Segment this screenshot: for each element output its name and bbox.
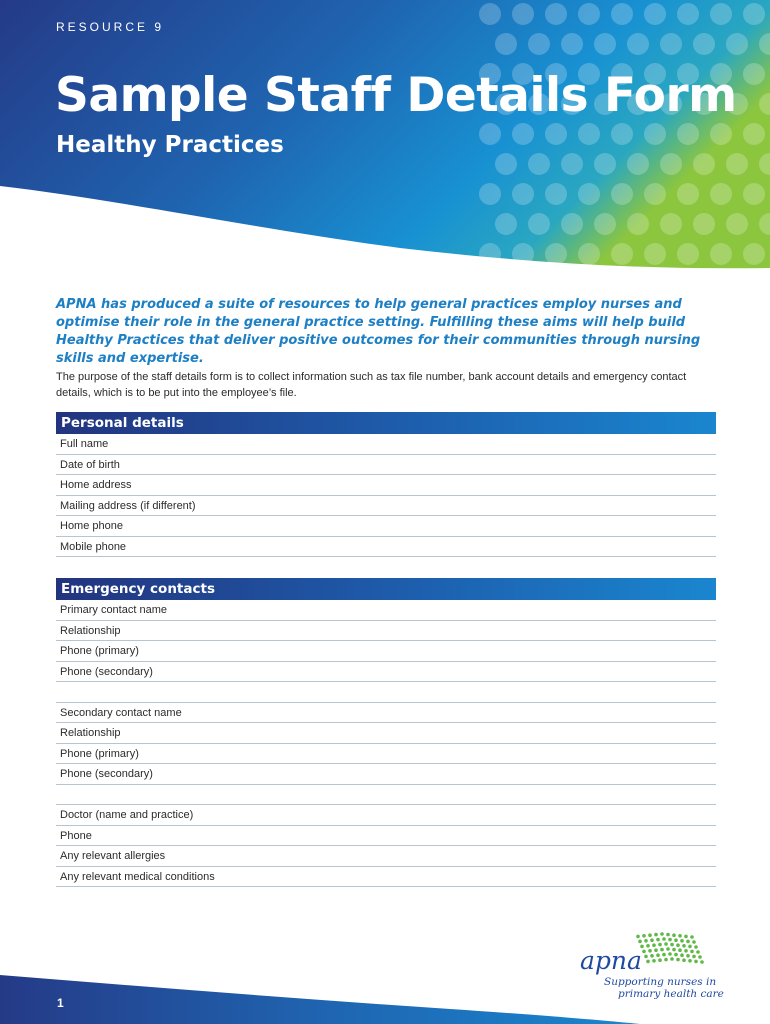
decor-dot xyxy=(495,213,517,235)
logo-dot xyxy=(674,938,678,942)
logo-dot xyxy=(692,955,696,959)
logo-dot xyxy=(686,940,690,944)
logo-dot xyxy=(680,953,684,957)
decor-dot xyxy=(578,3,600,25)
form-row[interactable]: Full name xyxy=(56,434,716,455)
decor-dot xyxy=(611,243,633,265)
decor-dot xyxy=(479,183,501,205)
logo-dot xyxy=(670,943,674,947)
form-row[interactable]: Phone (primary) xyxy=(56,641,716,662)
decor-dot xyxy=(693,213,715,235)
decor-dot xyxy=(578,123,600,145)
logo-dot xyxy=(648,949,652,953)
logo-tagline-line-1: Supporting nurses in xyxy=(604,976,717,988)
decor-dot xyxy=(495,33,517,55)
form-row[interactable]: Primary contact name xyxy=(56,600,716,621)
decor-dot xyxy=(743,63,765,85)
decor-dot xyxy=(677,183,699,205)
intro-text: APNA has produced a suite of resources to help general practices employ nurses and optimise their role in the general practice setting. Fulfilling these aims will help build Healthy Practices that deliver positive outcomes for their communities through nursing skills and expertise. xyxy=(56,297,701,366)
form-row[interactable]: Doctor (name and practice) xyxy=(56,805,716,826)
logo-dot xyxy=(688,945,692,949)
decor-dot xyxy=(726,33,748,55)
logo-dot xyxy=(690,950,694,954)
decor-dot xyxy=(710,123,732,145)
logo-dot xyxy=(678,934,682,938)
decor-dot xyxy=(660,153,682,175)
page-title: Sample Staff Details Form xyxy=(55,68,737,123)
logo-dot xyxy=(672,948,676,952)
decor-dot xyxy=(594,153,616,175)
logo-dot xyxy=(670,957,674,961)
logo-dot xyxy=(694,960,698,964)
logo-dot xyxy=(664,958,668,962)
decor-dot xyxy=(528,33,550,55)
decor-dot xyxy=(479,123,501,145)
form-row[interactable]: Secondary contact name xyxy=(56,703,716,724)
decor-dot xyxy=(611,3,633,25)
decor-dot xyxy=(578,183,600,205)
logo-dot xyxy=(644,955,648,959)
resource-label: RESOURCE 9 xyxy=(56,20,165,34)
logo-dot xyxy=(658,943,662,947)
form-row[interactable]: Any relevant allergies xyxy=(56,846,716,867)
logo-dot xyxy=(680,939,684,943)
decor-dot xyxy=(644,123,666,145)
decor-dot xyxy=(710,3,732,25)
logo-dot xyxy=(684,949,688,953)
decor-dot xyxy=(644,243,666,265)
decor-dot xyxy=(545,3,567,25)
logo-dot xyxy=(654,933,658,937)
decor-dot xyxy=(743,3,765,25)
decor-dot xyxy=(726,213,748,235)
decor-dot xyxy=(660,33,682,55)
decor-dot xyxy=(677,3,699,25)
logo-dot xyxy=(662,953,666,957)
decor-dot xyxy=(512,3,534,25)
personal-details-heading: Personal details xyxy=(56,412,716,434)
form-row[interactable]: Date of birth xyxy=(56,455,716,476)
decor-dot xyxy=(561,33,583,55)
logo-dot xyxy=(644,939,648,943)
form-row[interactable]: Phone xyxy=(56,826,716,847)
logo-dot xyxy=(652,959,656,963)
logo-dot xyxy=(674,953,678,957)
logo-wordmark: apna xyxy=(580,946,642,975)
decor-dot xyxy=(710,243,732,265)
logo-dot xyxy=(656,953,660,957)
logo-dot xyxy=(682,944,686,948)
logo-dot xyxy=(676,943,680,947)
logo-dot xyxy=(650,938,654,942)
page-subtitle: Healthy Practices xyxy=(56,132,284,158)
decor-dot xyxy=(545,183,567,205)
logo-dot xyxy=(700,960,704,964)
decor-dot xyxy=(594,33,616,55)
logo-dot xyxy=(652,943,656,947)
form-row[interactable]: Relationship xyxy=(56,621,716,642)
decor-dot xyxy=(677,243,699,265)
decor-dot xyxy=(561,213,583,235)
personal-details-section xyxy=(56,412,716,557)
decor-dot xyxy=(627,153,649,175)
decor-dot xyxy=(693,153,715,175)
emergency-contacts-section xyxy=(56,578,716,887)
decor-dot xyxy=(677,123,699,145)
logo-dot xyxy=(656,938,660,942)
form-row[interactable]: Mailing address (if different) xyxy=(56,496,716,517)
decor-dot xyxy=(479,3,501,25)
logo-dot xyxy=(658,958,662,962)
logo-dot xyxy=(694,945,698,949)
logo-dot xyxy=(672,933,676,937)
decor-dot xyxy=(479,243,501,265)
decor-dot xyxy=(743,243,765,265)
form-row[interactable]: Phone (secondary) xyxy=(56,764,716,785)
logo-dot xyxy=(638,940,642,944)
logo-dot xyxy=(654,948,658,952)
logo-dot xyxy=(668,952,672,956)
logo-dot xyxy=(688,959,692,963)
decor-dot xyxy=(578,243,600,265)
apna-logo xyxy=(580,930,724,1010)
emergency-contacts-heading: Emergency contacts xyxy=(56,578,716,600)
decor-dot xyxy=(644,3,666,25)
decor-dot xyxy=(660,213,682,235)
logo-dot xyxy=(646,960,650,964)
decor-dot xyxy=(512,123,534,145)
logo-dot xyxy=(664,942,668,946)
decor-dot xyxy=(528,153,550,175)
header-banner xyxy=(0,0,770,275)
logo-dot xyxy=(678,948,682,952)
logo-dot xyxy=(690,935,694,939)
logo-dot xyxy=(666,933,670,937)
decor-dot xyxy=(693,33,715,55)
logo-dot xyxy=(660,948,664,952)
form-row[interactable]: Relationship xyxy=(56,723,716,744)
logo-dot xyxy=(660,932,664,936)
logo-dot xyxy=(648,933,652,937)
page-number: 1 xyxy=(57,996,64,1010)
decor-dot xyxy=(528,213,550,235)
logo-dot xyxy=(650,954,654,958)
decor-dot xyxy=(611,123,633,145)
decor-dot xyxy=(545,123,567,145)
decor-dot xyxy=(644,183,666,205)
decor-dot xyxy=(545,243,567,265)
decor-dot xyxy=(512,183,534,205)
decor-dot xyxy=(743,183,765,205)
form-row[interactable]: Home phone xyxy=(56,516,716,537)
decor-dot xyxy=(743,123,765,145)
purpose-text: The purpose of the staff details form is to collect information such as tax file number, bank account details and emergency contact details, which is to be put into the employee’s file. xyxy=(56,371,687,399)
form-row[interactable]: Phone (secondary) xyxy=(56,662,716,683)
decor-dot xyxy=(594,213,616,235)
decor-dot xyxy=(512,243,534,265)
decor-dot xyxy=(627,213,649,235)
logo-dot xyxy=(692,940,696,944)
decor-dot xyxy=(710,183,732,205)
logo-dot xyxy=(642,934,646,938)
decor-dot xyxy=(627,33,649,55)
logo-dot xyxy=(662,937,666,941)
form-row[interactable]: Mobile phone xyxy=(56,537,716,558)
form-row[interactable]: Any relevant medical conditions xyxy=(56,867,716,888)
logo-dot xyxy=(642,950,646,954)
logo-dot xyxy=(696,950,700,954)
decor-dot xyxy=(726,153,748,175)
form-row-blank[interactable] xyxy=(56,785,716,806)
logo-dot xyxy=(698,955,702,959)
logo-tagline-line-2: primary health care xyxy=(618,988,724,1000)
logo-dot xyxy=(686,954,690,958)
logo-dot xyxy=(668,938,672,942)
form-row[interactable]: Phone (primary) xyxy=(56,744,716,765)
logo-dot xyxy=(646,944,650,948)
form-row-blank[interactable] xyxy=(56,682,716,703)
form-row[interactable]: Home address xyxy=(56,475,716,496)
logo-tagline xyxy=(604,976,724,1000)
logo-dot xyxy=(682,958,686,962)
logo-dot xyxy=(666,947,670,951)
logo-dot xyxy=(636,935,640,939)
logo-dot xyxy=(676,958,680,962)
logo-dot xyxy=(684,935,688,939)
decor-dot xyxy=(561,153,583,175)
decor-dot xyxy=(495,153,517,175)
decor-dot xyxy=(611,183,633,205)
